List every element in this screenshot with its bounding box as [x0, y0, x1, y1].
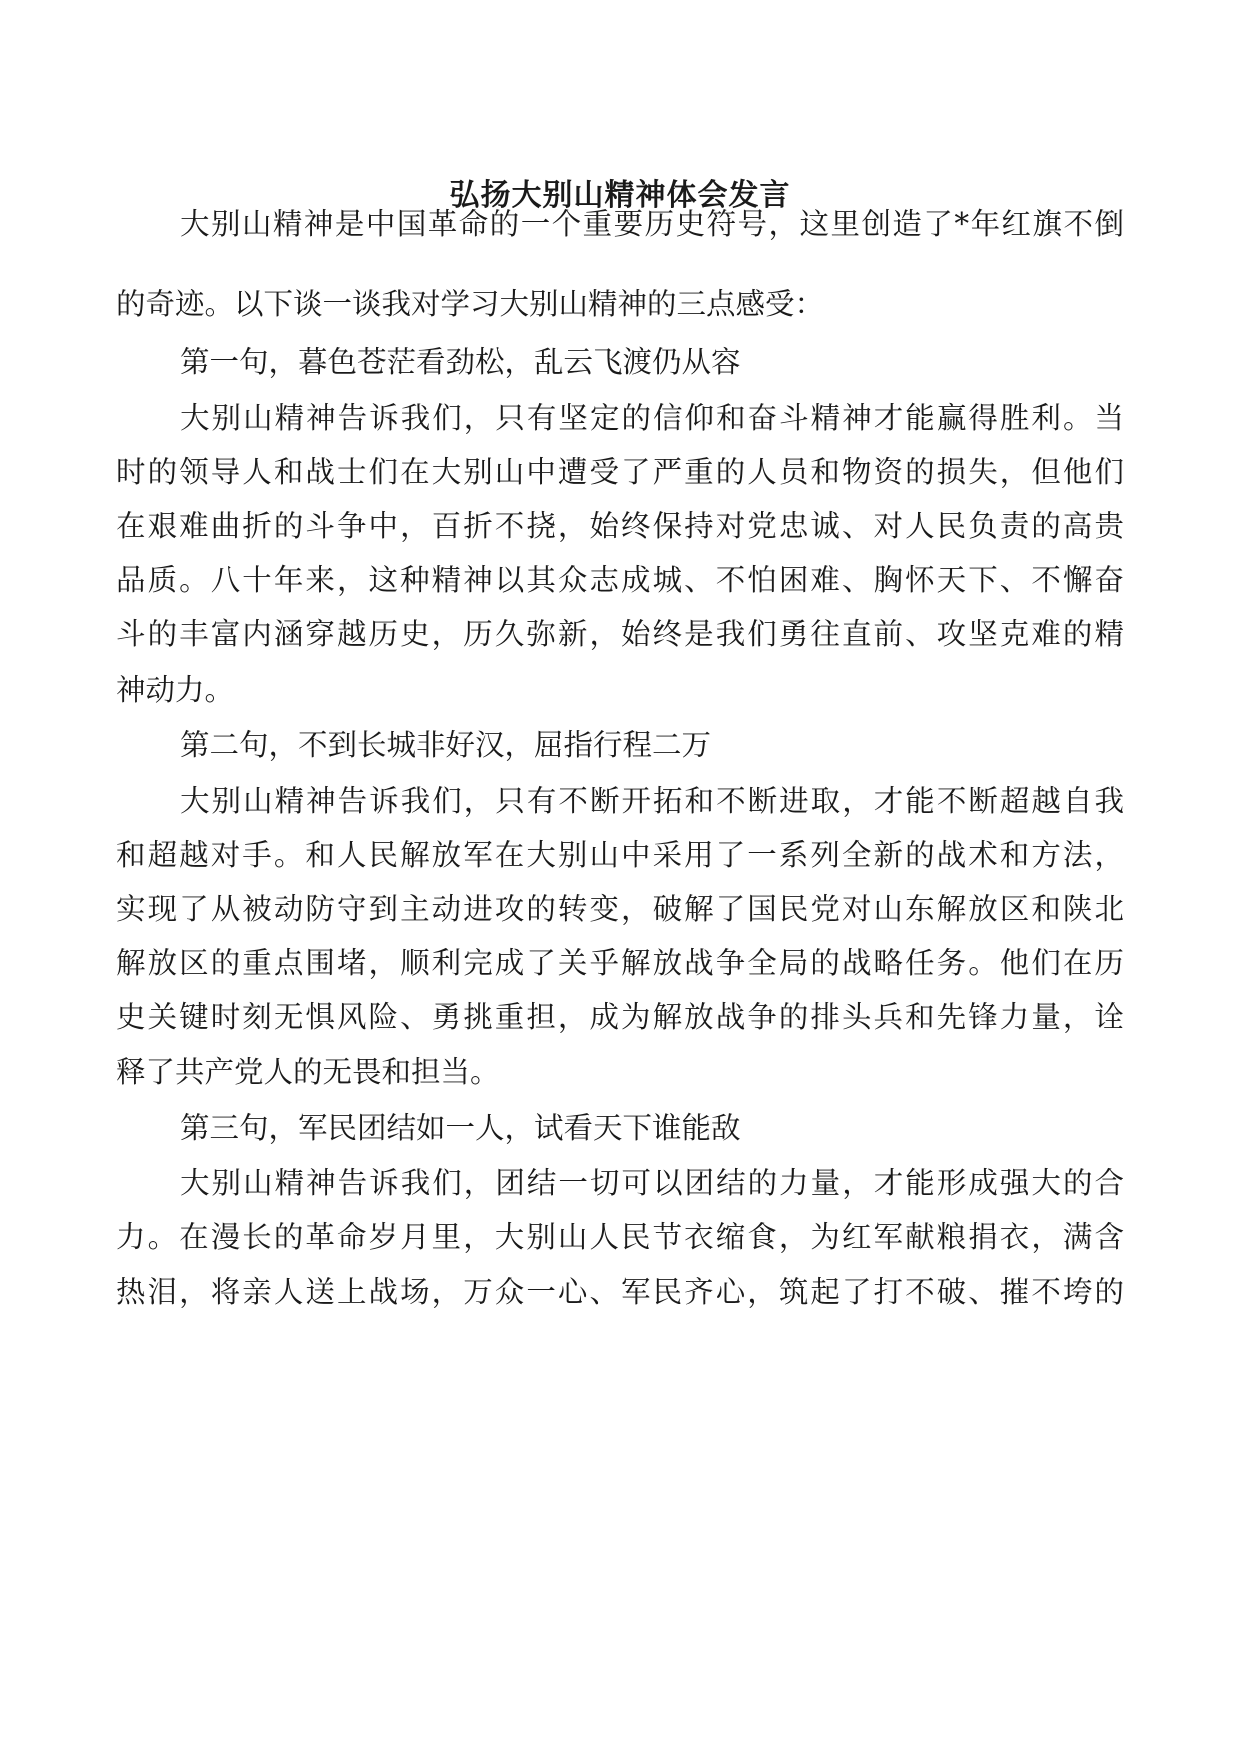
section-1-heading: 第一句，暮色苍茫看劲松，乱云飞渡仍从容	[180, 345, 741, 379]
paragraph-2-line-4: 品质。八十年来，这种精神以其众志成城、不怕困难、胸怀天下、不懈奋	[116, 563, 1124, 597]
section-3-heading: 第三句，军民团结如一人，试看天下谁能敌	[180, 1111, 741, 1145]
paragraph-2-line-6: 神动力。	[116, 673, 235, 707]
paragraph-4-line-1: 大别山精神告诉我们，团结一切可以团结的力量，才能形成强大的合	[180, 1166, 1124, 1200]
paragraph-2-line-2: 时的领导人和战士们在大别山中遭受了严重的人员和物资的损失，但他们	[116, 455, 1124, 489]
paragraph-3-line-2: 和超越对手。和人民解放军在大别山中采用了一系列全新的战术和方法，	[116, 838, 1124, 872]
paragraph-2-line-3: 在艰难曲折的斗争中，百折不挠，始终保持对党忠诚、对人民负责的高贵	[116, 509, 1124, 543]
paragraph-3-line-6: 释了共产党人的无畏和担当。	[116, 1055, 500, 1089]
paragraph-3-line-1: 大别山精神告诉我们，只有不断开拓和不断进取，才能不断超越自我	[180, 784, 1124, 818]
paragraph-3-line-3: 实现了从被动防守到主动进攻的转变，破解了国民党对山东解放区和陕北	[116, 892, 1124, 926]
paragraph-3-line-5: 史关键时刻无惧风险、勇挑重担，成为解放战争的排头兵和先锋力量，诠	[116, 1000, 1124, 1034]
paragraph-2-line-5: 斗的丰富内涵穿越历史，历久弥新，始终是我们勇往直前、攻坚克难的精	[116, 617, 1124, 651]
paragraph-1-line-2: 的奇迹。以下谈一谈我对学习大别山精神的三点感受：	[116, 287, 825, 321]
section-2-heading: 第二句，不到长城非好汉，屈指行程二万	[180, 728, 712, 762]
paragraph-3-line-4: 解放区的重点围堵，顺利完成了关乎解放战争全局的战略任务。他们在历	[116, 946, 1124, 980]
paragraph-1-line-1: 大别山精神是中国革命的一个重要历史符号，这里创造了*年红旗不倒	[180, 207, 1124, 241]
paragraph-4-line-2: 力。在漫长的革命岁月里，大别山人民节衣缩食，为红军献粮捐衣，满含	[116, 1220, 1124, 1254]
document-title: 弘扬大别山精神体会发言	[449, 178, 791, 213]
paragraph-2-line-1: 大别山精神告诉我们，只有坚定的信仰和奋斗精神才能赢得胜利。当	[180, 401, 1124, 435]
paragraph-4-line-3: 热泪，将亲人送上战场，万众一心、军民齐心，筑起了打不破、摧不垮的	[116, 1275, 1124, 1309]
